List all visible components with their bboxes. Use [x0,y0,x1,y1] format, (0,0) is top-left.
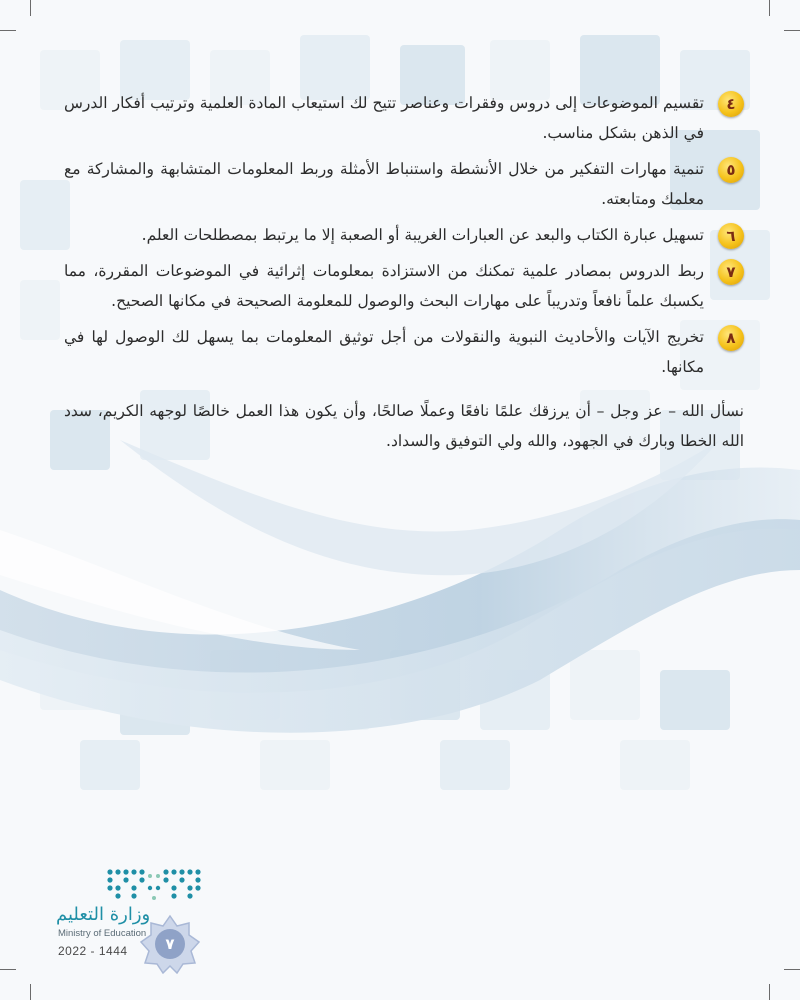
item-number-badge: ٧ [718,259,744,285]
closing-paragraph: نسأل الله – عز وجل – أن يرزقك علمًا نافعًا وعملًا صالحًا، وأن يكون هذا العمل خالصًا لوجهه الكريم، سدد الله الخطا وبارك في الجهود، والله ولي التوفيق والسداد. [64,402,744,450]
item-text: تقسيم الموضوعات إلى دروس وفقرات وعناصر تتيح لك استيعاب المادة العلمية وترتيب أفكار الدرس في الذهن بشكل مناسب. [64,94,704,142]
crop-mark [784,30,800,31]
ministry-logo [56,860,216,980]
crop-mark [0,969,16,970]
crop-mark [30,0,31,16]
page-number: ٧ [165,935,175,953]
item-number-badge: ٨ [718,325,744,351]
ministry-name-english: Ministry of Education [58,928,147,939]
list-item [64,256,744,316]
item-text: ربط الدروس بمصادر علمية تمكنك من الاستزادة بمعلومات إثرائية في الموضوعات المقررة، مما يكسبك علماً نافعاً وتدريباً على مهارات البحث والوصول للمعلومة الصحيحة في مكانها الصحيح. [64,262,704,310]
crop-mark [769,984,770,1000]
crop-mark [769,0,770,16]
item-text: تسهيل عبارة الكتاب والبعد عن العبارات الغريبة أو الصعبة إلا ما يرتبط بمصطلحات العلم. [141,226,704,244]
list-item [64,220,744,250]
list-item [64,322,744,382]
crop-mark [784,969,800,970]
intro-content [64,88,744,462]
list-item [64,154,744,214]
crop-mark [0,30,16,31]
ministry-name-arabic: وزارة التعليم [56,904,151,925]
list-item [64,88,744,148]
item-text: تنمية مهارات التفكير من خلال الأنشطة واستنباط الأمثلة وربط المعلومات المتشابهة والمشاركة مع معلمك ومتابعته. [64,160,704,208]
item-number-badge: ٥ [718,157,744,183]
edition-year: 2022 - 1444 [58,944,128,958]
item-text: تخريج الآيات والأحاديث النبوية والنقولات من أجل توثيق المعلومات بما يسهل لك الوصول لها في مكانها. [64,328,704,376]
item-number-badge: ٤ [718,91,744,117]
item-number-badge: ٦ [718,223,744,249]
crop-mark [30,984,31,1000]
ministry-dots-icon [104,866,204,906]
